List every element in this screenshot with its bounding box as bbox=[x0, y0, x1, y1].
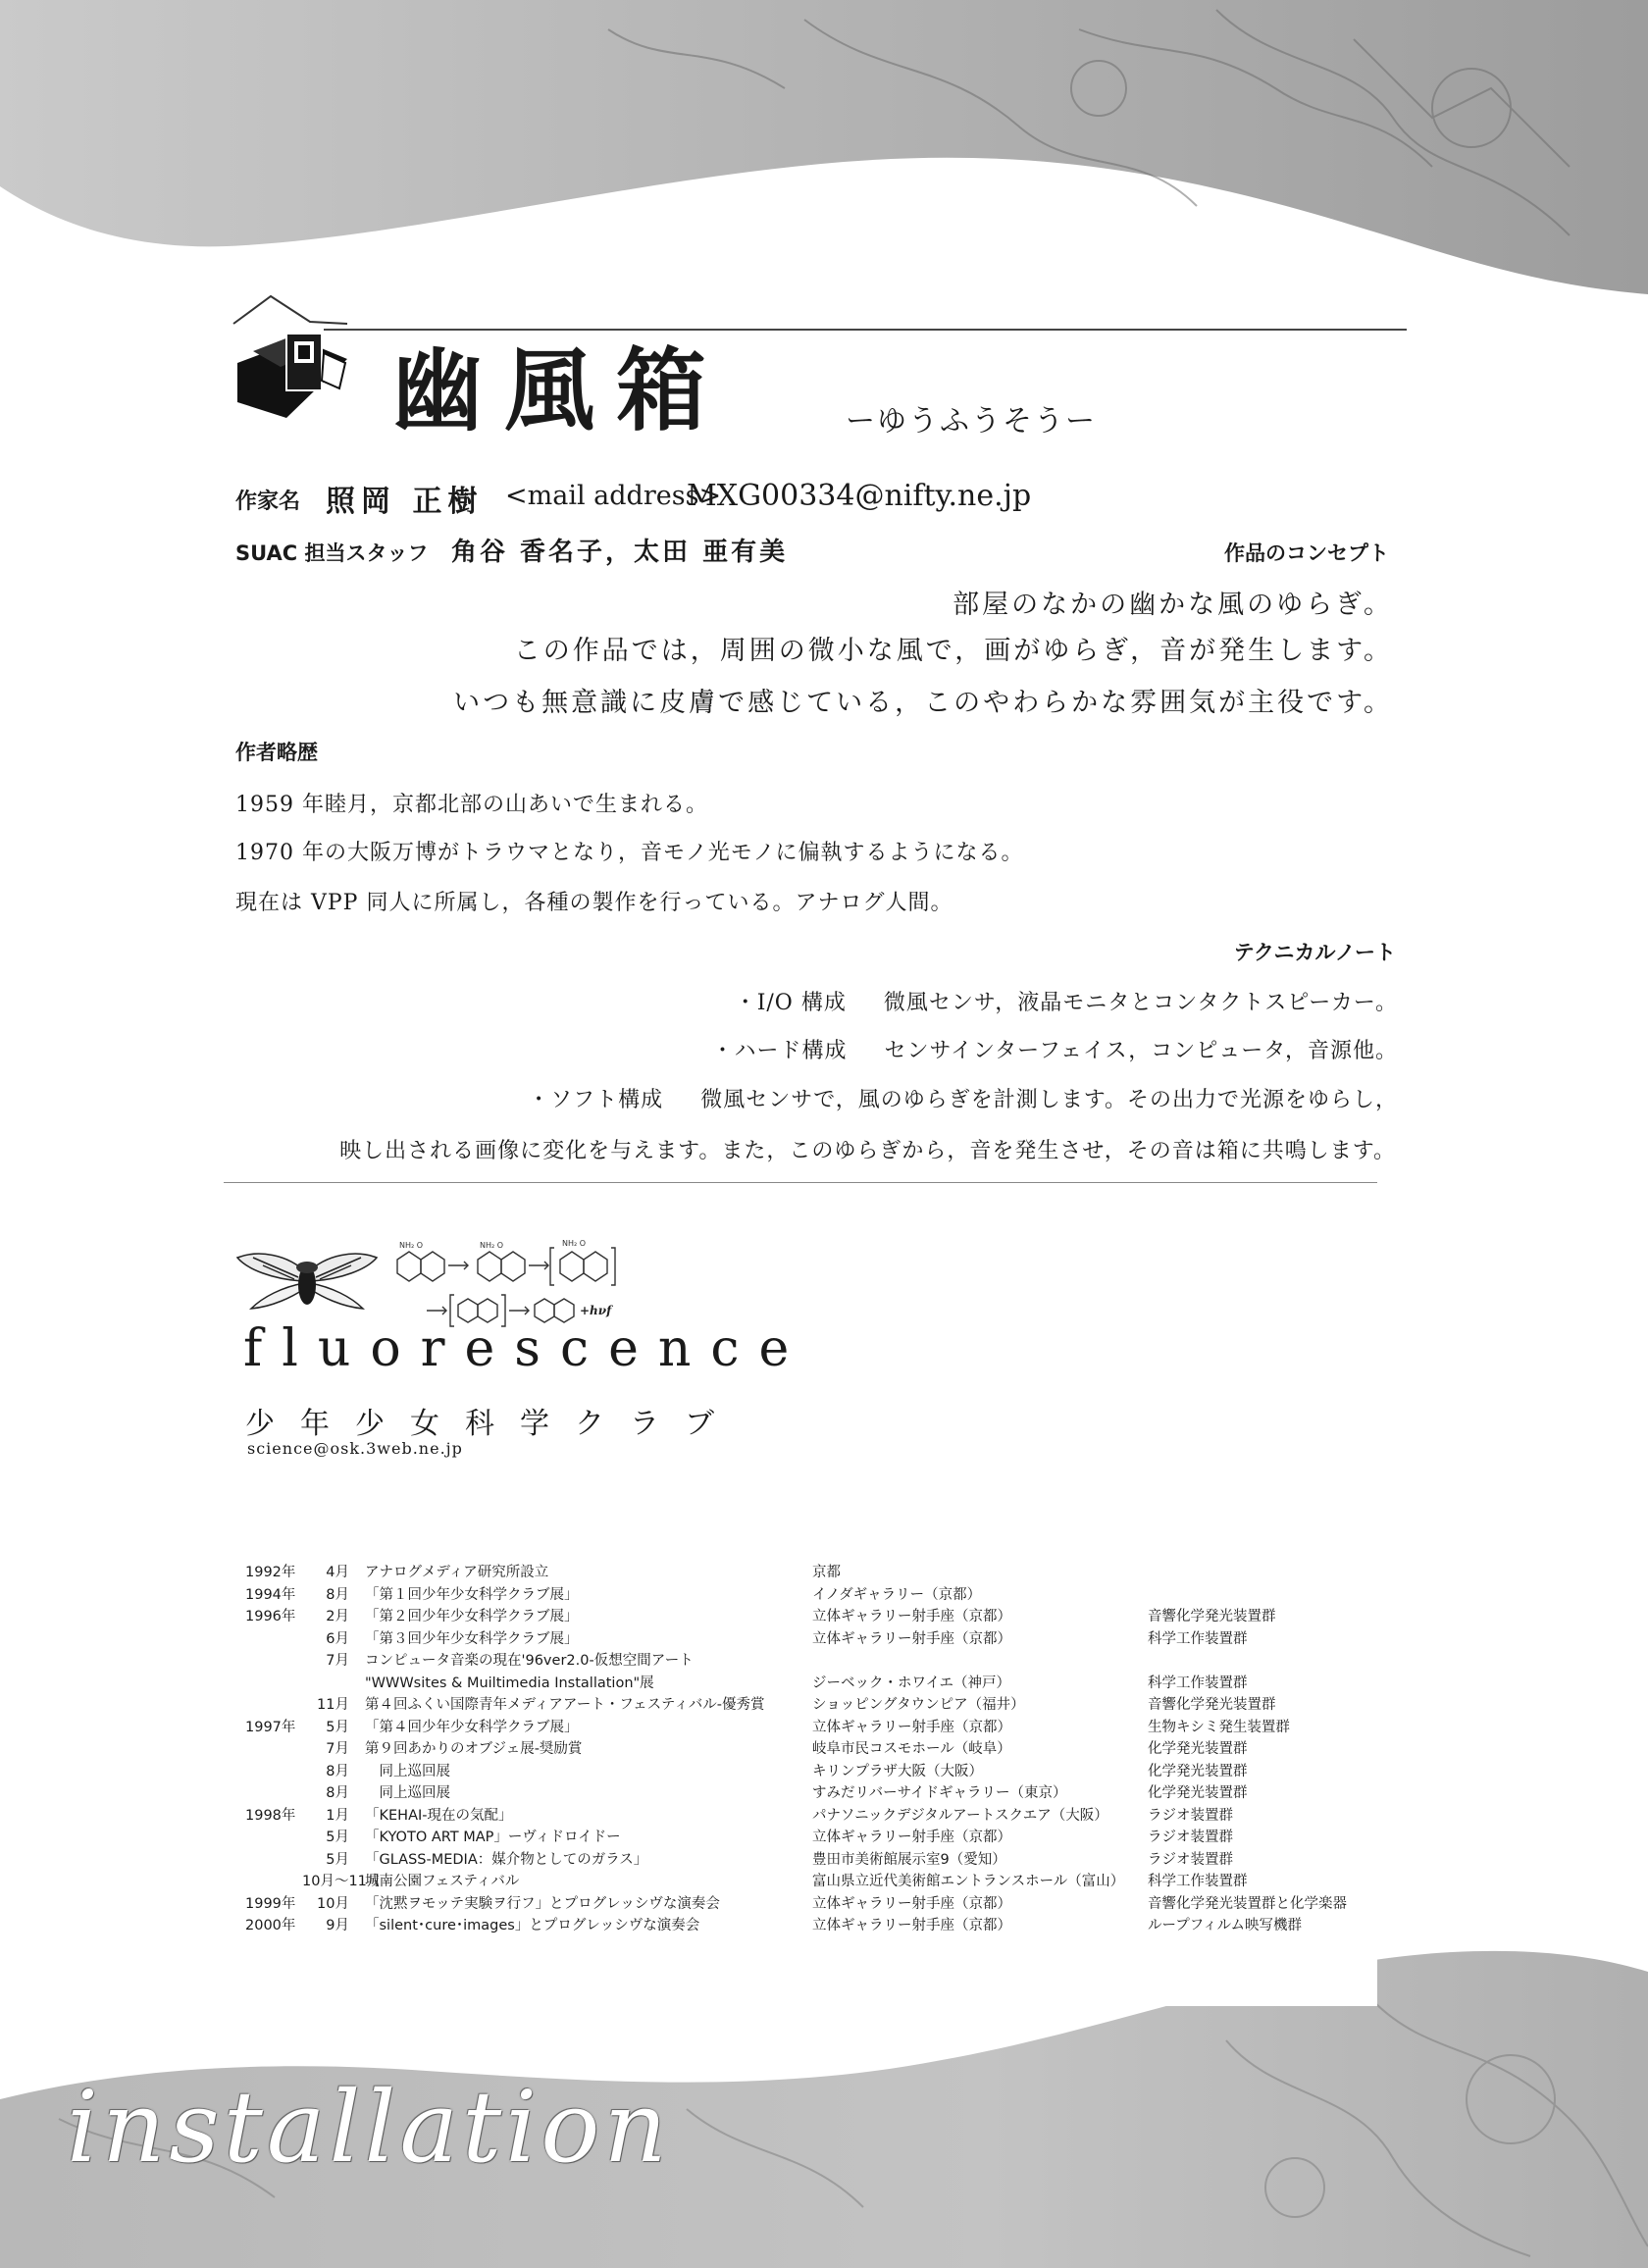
history-work: ラジオ装置群 bbox=[1148, 1807, 1233, 1824]
group-name-ja: 少年少女科学クラブ bbox=[245, 1407, 740, 1441]
history-title: 「第３回少年少女科学クラブ展」 bbox=[365, 1630, 579, 1647]
history-row bbox=[245, 1562, 1373, 1584]
history-row bbox=[245, 1805, 1373, 1828]
history-title: 同上巡回展 bbox=[365, 1763, 450, 1779]
history-venue: 富山県立近代美術館エントランスホール（富山） bbox=[812, 1874, 1125, 1889]
history-month: 8月 bbox=[326, 1586, 349, 1603]
history-year: 1997年 bbox=[245, 1719, 296, 1735]
history-row bbox=[245, 1827, 1373, 1849]
history-year: 1996年 bbox=[245, 1609, 296, 1624]
history-work: 科学工作装置群 bbox=[1148, 1630, 1248, 1647]
work-title-reading: ーゆうふうそうー bbox=[846, 404, 1097, 438]
history-row bbox=[245, 1606, 1373, 1628]
bio-line: 1970 年の大阪万博がトラウマとなり，音モノ光モノに偏執するようになる。 bbox=[235, 841, 1024, 865]
history-year: 1999年 bbox=[245, 1895, 296, 1912]
history-title: コンピュータ音楽の現在'96ver2.0-仮想空間アート bbox=[365, 1653, 694, 1669]
history-month: 1月 bbox=[326, 1807, 349, 1824]
history-title: "WWWsites & Muiltimedia Installation"展 bbox=[365, 1675, 654, 1691]
svg-text:NH₂ O: NH₂ O bbox=[480, 1241, 504, 1250]
tech-note bbox=[528, 1083, 1398, 1113]
top-texture-band bbox=[0, 0, 1648, 294]
history-row bbox=[245, 1893, 1373, 1916]
history-work: 化学発光装置群 bbox=[1148, 1785, 1248, 1801]
history-row bbox=[245, 1915, 1373, 1937]
history-venue: 立体ギャラリー射手座（京都） bbox=[812, 1830, 1011, 1845]
history-title: 「第４回少年少女科学クラブ展」 bbox=[365, 1719, 579, 1735]
tech-heading: テクニカルノート bbox=[1233, 941, 1396, 964]
history-venue: 立体ギャラリー射手座（京都） bbox=[812, 1918, 1011, 1933]
history-row bbox=[245, 1871, 1373, 1893]
tech-note-label: ・ソフト構成 bbox=[528, 1088, 664, 1112]
history-title: 「沈黙ヲモッテ実験ヲ行フ」とプログレッシヴな演奏会 bbox=[365, 1895, 720, 1912]
history-month: 8月 bbox=[326, 1763, 349, 1779]
history-venue: すみだリバーサイドギャラリー（東京） bbox=[812, 1785, 1067, 1801]
mail-label: <mail address> bbox=[505, 481, 722, 511]
history-title: 城南公園フェスティバル bbox=[365, 1874, 520, 1889]
bio-line: 1959 年睦月，京都北部の山あいで生まれる。 bbox=[235, 793, 708, 817]
cicada-icon bbox=[233, 1244, 381, 1320]
history-venue: 豊田市美術館展示室9（愛知） bbox=[812, 1851, 1006, 1868]
history-work: 生物キシミ発生装置群 bbox=[1148, 1719, 1290, 1735]
section-word-installation: installation bbox=[67, 2070, 671, 2185]
history-year: 1994年 bbox=[245, 1586, 296, 1603]
history-venue: キリンプラザ大阪（大阪） bbox=[812, 1763, 983, 1779]
tech-note-label: ・I/O 構成 bbox=[734, 991, 847, 1015]
history-work: 音響化学発光装置群 bbox=[1148, 1609, 1276, 1624]
history-month: 5月 bbox=[326, 1851, 349, 1868]
svg-text:NH₂ O: NH₂ O bbox=[562, 1239, 587, 1248]
mail-address: MXG00334@nifty.ne.jp bbox=[687, 479, 1032, 513]
artist-name: 照岡 正樹 bbox=[326, 485, 484, 519]
history-work: ループフィルム映写機群 bbox=[1148, 1918, 1303, 1933]
tech-note-text: 微風センサ，液晶モニタとコンタクトスピーカー。 bbox=[883, 991, 1398, 1015]
history-venue: 立体ギャラリー射手座（京都） bbox=[812, 1609, 1011, 1624]
history-title: 第９回あかりのオブジェ展-奨励賞 bbox=[365, 1741, 583, 1757]
history-title: アナログメディア研究所設立 bbox=[365, 1565, 549, 1580]
group-name-en: fluorescence bbox=[243, 1319, 809, 1378]
history-month: 7月 bbox=[326, 1653, 349, 1669]
artist-label: 作家名 bbox=[235, 490, 301, 514]
tech-note-text: センサインターフェイス，コンピュータ，音源他。 bbox=[884, 1039, 1398, 1063]
exhibition-history bbox=[245, 1562, 1373, 1937]
history-row bbox=[245, 1628, 1373, 1651]
tech-note-text: 微風センサで，風のゆらぎを計測します。その出力で光源をゆらし， bbox=[700, 1088, 1398, 1112]
history-month: 11月 bbox=[317, 1697, 349, 1713]
formula-label: +hνf bbox=[580, 1304, 612, 1317]
history-venue: 京都 bbox=[812, 1565, 841, 1580]
history-month: 2月 bbox=[326, 1609, 349, 1624]
history-work: 科学工作装置群 bbox=[1148, 1675, 1248, 1691]
history-row bbox=[245, 1584, 1373, 1607]
history-venue: イノダギャラリー（京都） bbox=[812, 1586, 982, 1603]
history-venue: 立体ギャラリー射手座（京都） bbox=[812, 1719, 1011, 1735]
chemical-formula-icon bbox=[387, 1220, 682, 1328]
svg-text:NH₂ O: NH₂ O bbox=[399, 1241, 424, 1250]
history-row bbox=[245, 1849, 1373, 1872]
history-venue: 立体ギャラリー射手座（京都） bbox=[812, 1630, 1011, 1647]
history-title: 「第２回少年少女科学クラブ展」 bbox=[365, 1609, 579, 1624]
history-year: 1992年 bbox=[245, 1565, 296, 1580]
history-venue: パナソニックデジタルアートスクエア（大阪） bbox=[812, 1807, 1108, 1824]
history-work: 化学発光装置群 bbox=[1148, 1763, 1248, 1779]
history-month: 9月 bbox=[326, 1918, 349, 1933]
history-month: 7月 bbox=[326, 1741, 349, 1757]
history-work: ラジオ装置群 bbox=[1148, 1851, 1233, 1868]
concept-heading: 作品のコンセプト bbox=[1224, 541, 1389, 565]
history-title: 同上巡回展 bbox=[365, 1785, 450, 1801]
panel-bottom-rule bbox=[224, 1182, 1377, 1183]
bio-heading: 作者略歴 bbox=[235, 741, 318, 764]
history-work: 科学工作装置群 bbox=[1148, 1874, 1248, 1889]
staff-names: 角谷 香名子，太田 亜有美 bbox=[451, 538, 789, 567]
box-logo-icon bbox=[232, 294, 349, 424]
history-venue: ショッピングタウンピア（福井） bbox=[812, 1697, 1025, 1713]
history-work: ラジオ装置群 bbox=[1148, 1830, 1233, 1845]
tech-note bbox=[735, 986, 1398, 1016]
bio-line: 現在は VPP 同人に所属し，各種の製作を行っている。アナログ人間。 bbox=[235, 891, 953, 915]
history-work: 化学発光装置群 bbox=[1148, 1741, 1248, 1757]
history-title: 第４回ふくい国際青年メディアアート・フェスティバル-優秀賞 bbox=[365, 1697, 765, 1713]
history-venue: ジーベック・ホワイエ（神戸） bbox=[812, 1675, 1010, 1691]
staff-label: SUAC 担当スタッフ bbox=[235, 541, 429, 565]
history-year: 2000年 bbox=[245, 1918, 296, 1933]
history-title: 「KYOTO ART MAP」ーヴィドロイドー bbox=[365, 1830, 621, 1845]
history-title: 「第１回少年少女科学クラブ展」 bbox=[365, 1586, 579, 1603]
history-title: 「KEHAI-現在の気配」 bbox=[365, 1807, 513, 1824]
history-row bbox=[245, 1738, 1373, 1761]
tech-note-label: ・ハード構成 bbox=[711, 1039, 848, 1063]
history-row bbox=[245, 1782, 1373, 1805]
work-title: 幽風箱 bbox=[392, 337, 729, 443]
tech-note bbox=[711, 1034, 1398, 1064]
history-work: 音響化学発光装置群 bbox=[1148, 1697, 1276, 1713]
history-venue: 岐阜市民コスモホール（岐阜） bbox=[812, 1741, 1011, 1757]
history-month: 10月〜11月 bbox=[302, 1874, 382, 1889]
history-month: 6月 bbox=[326, 1630, 349, 1647]
history-month: 4月 bbox=[326, 1565, 349, 1580]
history-month: 10月 bbox=[317, 1895, 349, 1912]
concept-line: この作品では，周囲の微小な風で，画がゆらぎ，音が発生します。 bbox=[513, 636, 1393, 666]
history-row bbox=[245, 1717, 1373, 1739]
history-venue: 立体ギャラリー射手座（京都） bbox=[812, 1895, 1011, 1912]
history-title: 「silent･cure･images」とプログレッシヴな演奏会 bbox=[365, 1918, 700, 1933]
history-work: 音響化学発光装置群と化学楽器 bbox=[1148, 1895, 1347, 1912]
history-month: 8月 bbox=[326, 1785, 349, 1801]
history-year: 1998年 bbox=[245, 1807, 296, 1824]
history-row bbox=[245, 1650, 1373, 1673]
history-title: 「GLASS-MEDIA：媒介物としてのガラス」 bbox=[365, 1851, 648, 1868]
history-row bbox=[245, 1673, 1373, 1695]
tech-note-continuation: 映し出される画像に変化を与えます。また，このゆらぎから，音を発生させ，その音は箱に共鳴します。 bbox=[339, 1139, 1396, 1163]
history-row bbox=[245, 1761, 1373, 1783]
history-month: 5月 bbox=[326, 1830, 349, 1845]
history-row bbox=[245, 1694, 1373, 1717]
history-month: 5月 bbox=[326, 1719, 349, 1735]
panel-top-rule bbox=[324, 329, 1407, 331]
concept-line: いつも無意識に皮膚で感じている，このやわらかな雰囲気が主役です。 bbox=[453, 688, 1393, 718]
concept-line: 部屋のなかの幽かな風のゆらぎ。 bbox=[953, 590, 1393, 620]
group-email: science@osk.3web.ne.jp bbox=[247, 1439, 463, 1458]
